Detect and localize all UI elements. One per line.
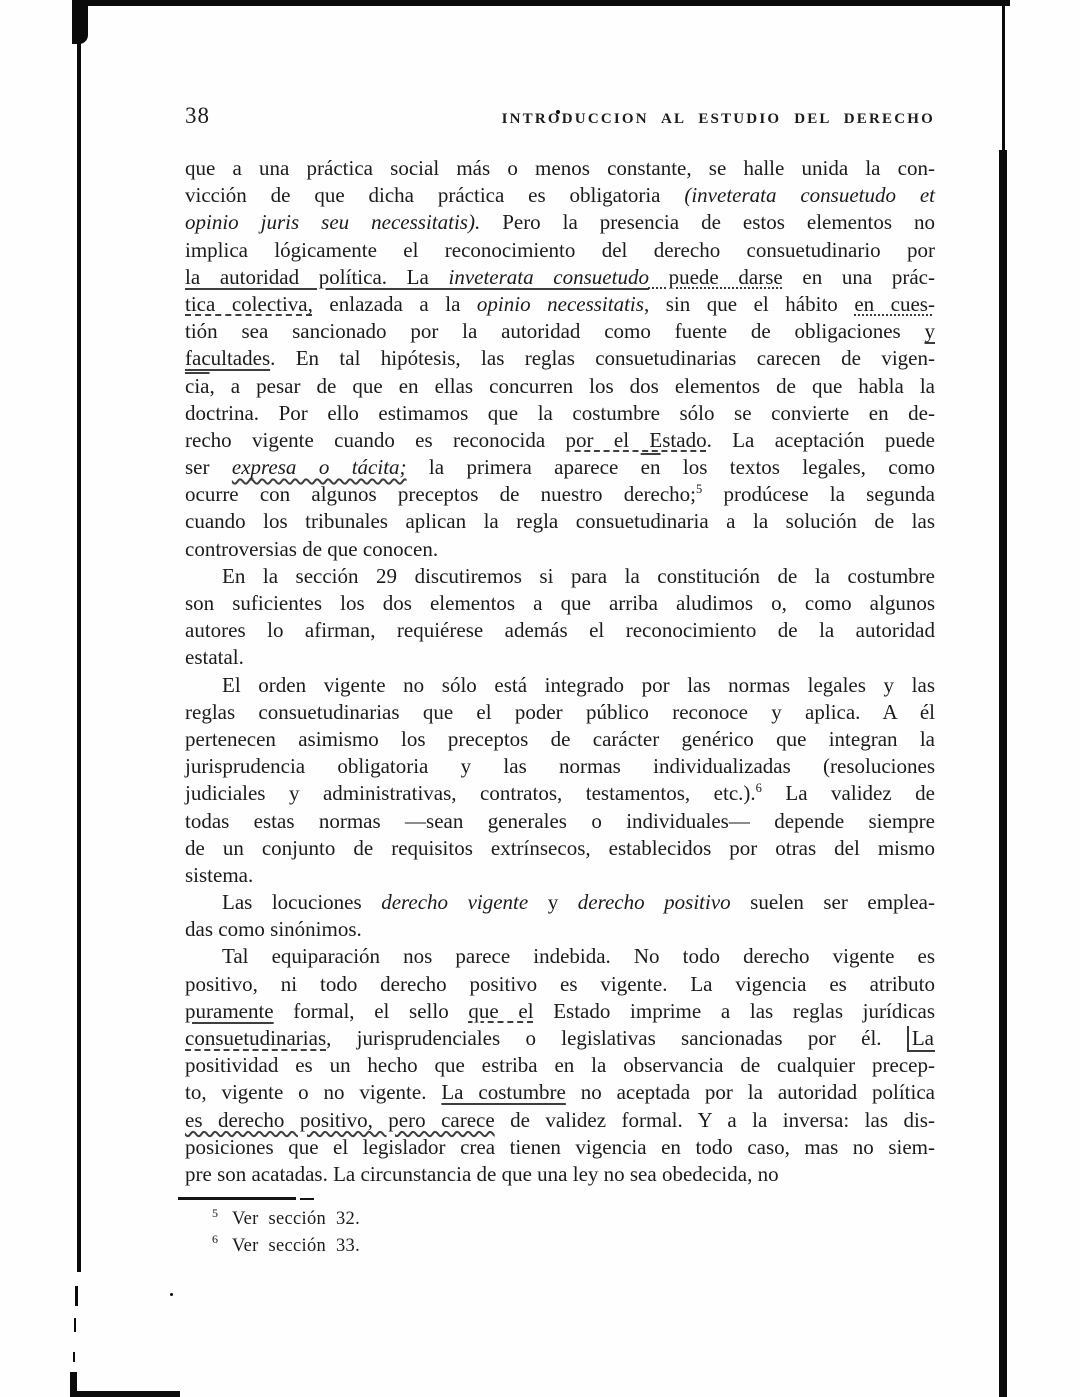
text-line: facultades. En tal hipótesis, las reglas consuetudinarias carecen de vigen- <box>185 346 935 371</box>
text-line: posiciones que el legislador crea tienen vigencia en todo caso, mas no siem- <box>185 1134 935 1159</box>
running-title: INTRODUCCION AL ESTUDIO DEL DERECHO <box>501 111 935 127</box>
text-line: todas estas normas —sean generales o individuales— depende siempre <box>185 808 935 833</box>
pencil-marked-text: $\overline{en}$ <box>640 455 661 480</box>
footnote-divider-dash <box>300 1198 314 1200</box>
pencil-marked-text: inveterata consuetudo <box>448 264 649 289</box>
pencil-marked-text: en cues- <box>854 291 935 316</box>
text-line: positividad es un hecho que estriba en la observancia de cualquier precep- <box>185 1053 935 1078</box>
text-line: es derecho positivo, pero carece de validez formal. Y a la inversa: las dis- <box>185 1107 935 1132</box>
footnote-text: Ver sección 33. <box>232 1235 361 1256</box>
pencil-marked-text: La costumbre <box>441 1080 566 1105</box>
text-line: sistema. <box>185 862 254 887</box>
text-line: El orden vigente no sólo está integrado por las normas legales y las <box>222 672 935 697</box>
text-line: positivo, ni todo derecho positivo es vigente. La vigencia es atributo <box>185 971 935 996</box>
pencil-marked-text: puede darse <box>648 264 783 289</box>
pencil-marked-text: $\overline{cia}$ <box>185 373 210 398</box>
text-line: das como sinónimos. <box>185 917 362 942</box>
text-line: cuando los tribunales aplican la regla consuetudinaria a la solución de las <box>185 509 935 534</box>
text-line: Las locuciones derecho vigente y derecho positivo suelen ser emplea- <box>222 890 935 915</box>
italic-text: derecho vigente <box>381 890 529 915</box>
text-line: opinio juris seu necessitatis). Pero la presencia de estos elementos no <box>185 210 935 235</box>
text-line: son suficientes los dos elementos a que arriba aludimos o, como algunos <box>185 591 935 615</box>
text-line: judiciales y administrativas, contratos, testamentos, etc.).$^6$ La validez de <box>185 781 935 806</box>
scan-edge-right-thick <box>999 150 1007 1397</box>
footnote-divider <box>178 1197 296 1200</box>
scan-corner-bottom-left-horizontal <box>70 1391 180 1397</box>
text-line: que a una práctica social más o menos constante, se halle unida la con- <box>185 156 935 180</box>
text-line: estatal. <box>185 645 244 670</box>
scan-edge-left-dash-3 <box>73 1352 75 1362</box>
scan-edge-right-thin <box>1002 0 1005 160</box>
italic-text: opinio juris seu necessitatis). <box>185 210 481 235</box>
footnote <box>212 1206 360 1233</box>
running-header <box>185 103 935 129</box>
text-line: jurisprudencia obligatoria y las normas individualizadas (resoluciones <box>185 754 935 779</box>
text-line: de un conjunto de requisitos extrínsecos, establecidos por otras del mismo <box>185 835 935 860</box>
scan-edge-left-dash-2 <box>74 1318 76 1332</box>
text-line: la autoridad política. La inveterata consuetudo puede darse en una prác- <box>185 264 935 289</box>
pencil-marked-text: y <box>924 319 935 344</box>
text-line: tión sea sancionado por la autoridad como fuente de obligaciones y <box>185 319 935 344</box>
text-line: Tal equiparación nos parece indebida. No todo derecho vigente es <box>222 944 935 969</box>
pencil-marked-text: tica colectiva, <box>185 291 313 316</box>
footnote-number: 5 <box>212 1205 218 1220</box>
text-line: tica colectiva, enlazada a la opinio necessitatis, sin que el hábito en cues- <box>185 291 935 316</box>
text-line: consuetudinarias, jurisprudenciales o legislativas sancionadas por él. La <box>185 1026 934 1050</box>
footnote <box>212 1233 360 1260</box>
footnote-ref: 5 <box>695 482 703 497</box>
text-line: ser expresa o tácita; la primera aparece $\overline{en}$ los textos legales, como <box>185 455 935 480</box>
pencil-marked-text: es derecho positivo, pero carece <box>185 1107 495 1132</box>
text-line: vicción de que dicha práctica es obligatoria (inveterata consuetudo et <box>185 183 935 208</box>
text-line: to, vigente o no vigente. La costumbre no aceptada por la autoridad política <box>185 1080 935 1105</box>
footnote-ref: 6 <box>755 781 762 796</box>
scan-edge-top <box>72 0 1010 6</box>
text-line: En la sección 29 discutiremos si para la constitución de la costumbre <box>222 563 935 588</box>
text-line: doctrina. Por ello estimamos que la costumbre sólo se convierte en de- <box>185 400 935 425</box>
pencil-marked-text: la autoridad política. La <box>185 264 449 289</box>
text-line: pertenecen asimismo los preceptos de carácter genérico que integran la <box>185 726 935 751</box>
scan-edge-left <box>77 0 81 1272</box>
italic-text: (inveterata consuetudo et <box>684 183 935 208</box>
pencil-marked-text: facultades <box>185 346 271 371</box>
pencil-marked-text: consuetudinarias <box>185 1026 327 1050</box>
text-line: implica lógicamente el reconocimiento del derecho consuetudinario por <box>185 237 935 262</box>
text-line: autores lo afirman, requiérese además el reconocimiento de la autoridad <box>185 618 935 643</box>
body-text <box>185 155 935 1188</box>
footnotes <box>212 1206 360 1259</box>
text-line: ocurre con algunos preceptos de nuestro derecho;$^5$ prodúcese la segunda <box>185 482 935 507</box>
pencil-marked-text: por el Estado <box>565 427 707 452</box>
italic-text: opinio necessitatis <box>476 291 644 316</box>
italic-text: derecho positivo <box>577 890 731 915</box>
text-line: puramente formal, el sello que el Estado imprime a las reglas jurídicas <box>185 998 935 1023</box>
scan-speck-bottom <box>170 1293 173 1296</box>
pencil-marked-text: que el <box>468 998 534 1023</box>
footnote-number: 6 <box>212 1232 218 1247</box>
text-line: recho vigente cuando es reconocida por el Estado. La aceptación puede <box>185 427 935 452</box>
text-line: $\overline{cia}$, a pesar de que en ellas concurren los dos elementos de que habla la <box>185 373 935 398</box>
pencil-marked-text: La <box>907 1026 935 1052</box>
footnote-text: Ver sección 32. <box>232 1209 361 1229</box>
scan-edge-left-dash-1 <box>75 1286 78 1306</box>
page-number: 38 <box>185 103 210 128</box>
pencil-marked-text: expresa o tácita; <box>231 455 407 480</box>
text-line: reglas consuetudinarias que el poder público reconoce y aplica. A él <box>185 699 935 724</box>
text-line: controversias de que conocen. <box>185 536 439 561</box>
text-line: pre son acatadas. La circunstancia de que una ley no sea obedecida, no <box>185 1161 779 1186</box>
pencil-marked-text: puramente <box>185 998 274 1023</box>
